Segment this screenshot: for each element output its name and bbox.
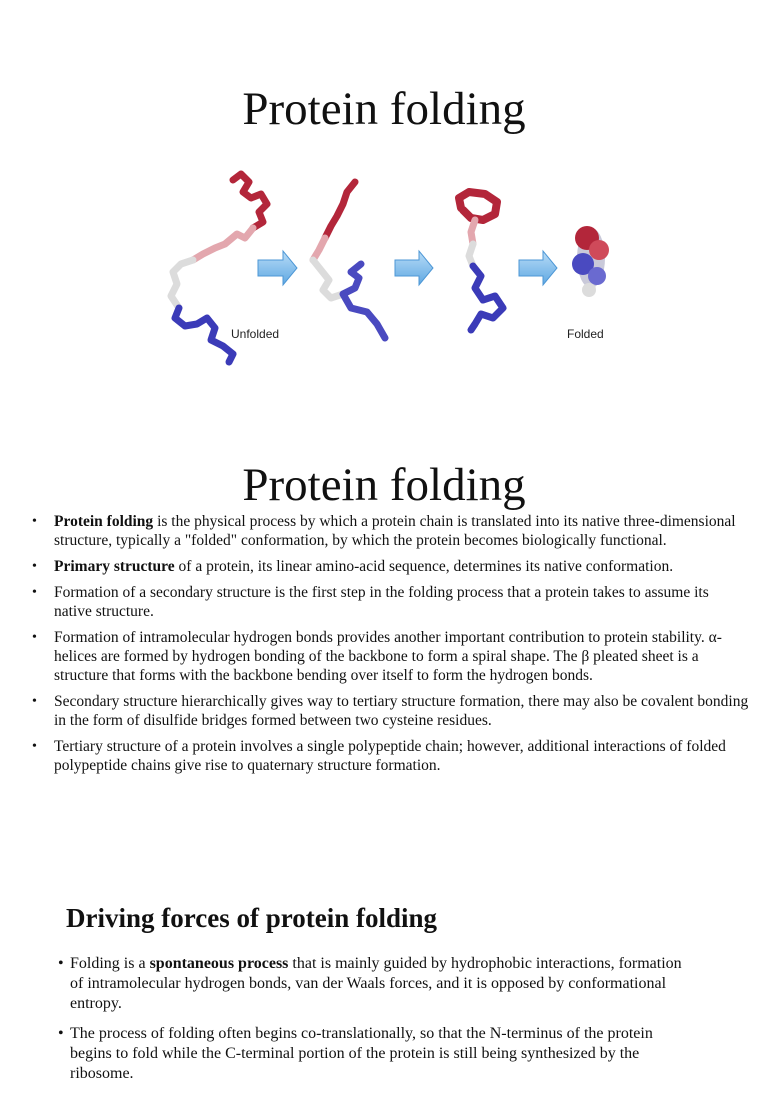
slide-2-bullet-list xyxy=(30,512,750,782)
arrow-2-icon xyxy=(395,251,433,285)
bullet-icon: • xyxy=(58,1025,64,1042)
slide-2 xyxy=(0,440,768,870)
folding-chain-stage-3 xyxy=(459,192,503,330)
bullet-icon: • xyxy=(32,694,37,709)
bullet-icon: • xyxy=(58,955,64,972)
bullet-item: • Formation of intramolecular hydrogen bonds provides another important contribution to protein stability. α-helices are formed by hydrogen bonding of the backbone to form a spiral shape. The β pleated sheet is a structure that forms with the backbone bending over itself to form the hydrogen bonds. xyxy=(32,629,722,684)
bullet-item: • Primary structure of a protein, its linear amino-acid sequence, determines its native conformation. xyxy=(32,558,674,575)
protein-folding-figure xyxy=(163,168,623,368)
bullet-item: • Protein folding is the physical process by which a protein chain is translated into its native three-dimensional structure, typically a "folded" conformation, by which the protein becomes biologically functional. xyxy=(32,513,736,549)
bullet-icon: • xyxy=(32,559,37,574)
slide-2-title: Protein folding xyxy=(242,459,526,511)
folding-chain-stage-2 xyxy=(313,182,385,338)
slide-1 xyxy=(0,0,768,430)
bullet-icon: • xyxy=(32,514,37,529)
arrow-1-icon xyxy=(258,251,297,285)
folded-protein xyxy=(572,226,609,297)
bullet-icon: • xyxy=(32,585,37,600)
bullet-icon: • xyxy=(32,739,37,754)
bullet-icon: • xyxy=(32,630,37,645)
bullet-item: • Secondary structure hierarchically gives way to tertiary structure formation, there may also be covalent bonding in the form of disulfide bridges formed between two cysteine residues. xyxy=(32,693,749,729)
slide-3-title: Driving forces of protein folding xyxy=(66,903,437,933)
bullet-item: • Formation of a secondary structure is the first step in the folding process that a protein takes to assume its native structure. xyxy=(32,584,709,620)
unfolded-label: Unfolded xyxy=(231,327,280,341)
slide-1-title: Protein folding xyxy=(242,83,526,135)
bullet-item: • Folding is a spontaneous process that is mainly guided by hydrophobic interactions, formation of intramolecular hydrogen bonds, van der Waals forces, and it is opposed by conformational entropy. xyxy=(58,955,682,1012)
bullet-item: • The process of folding often begins co-translationally, so that the N-terminus of the protein begins to fold while the C-terminal portion of the protein is still being synthesized by the ribosome. xyxy=(58,1025,653,1082)
slide-3 xyxy=(0,880,768,1082)
arrow-3-icon xyxy=(519,251,557,285)
bullet-item: • Tertiary structure of a protein involves a single polypeptide chain; however, additional interactions of folded polypeptide chains give rise to quaternary structure formation. xyxy=(32,738,726,774)
slide-3-bullet-list xyxy=(56,954,696,1094)
folded-label: Folded xyxy=(567,327,604,341)
